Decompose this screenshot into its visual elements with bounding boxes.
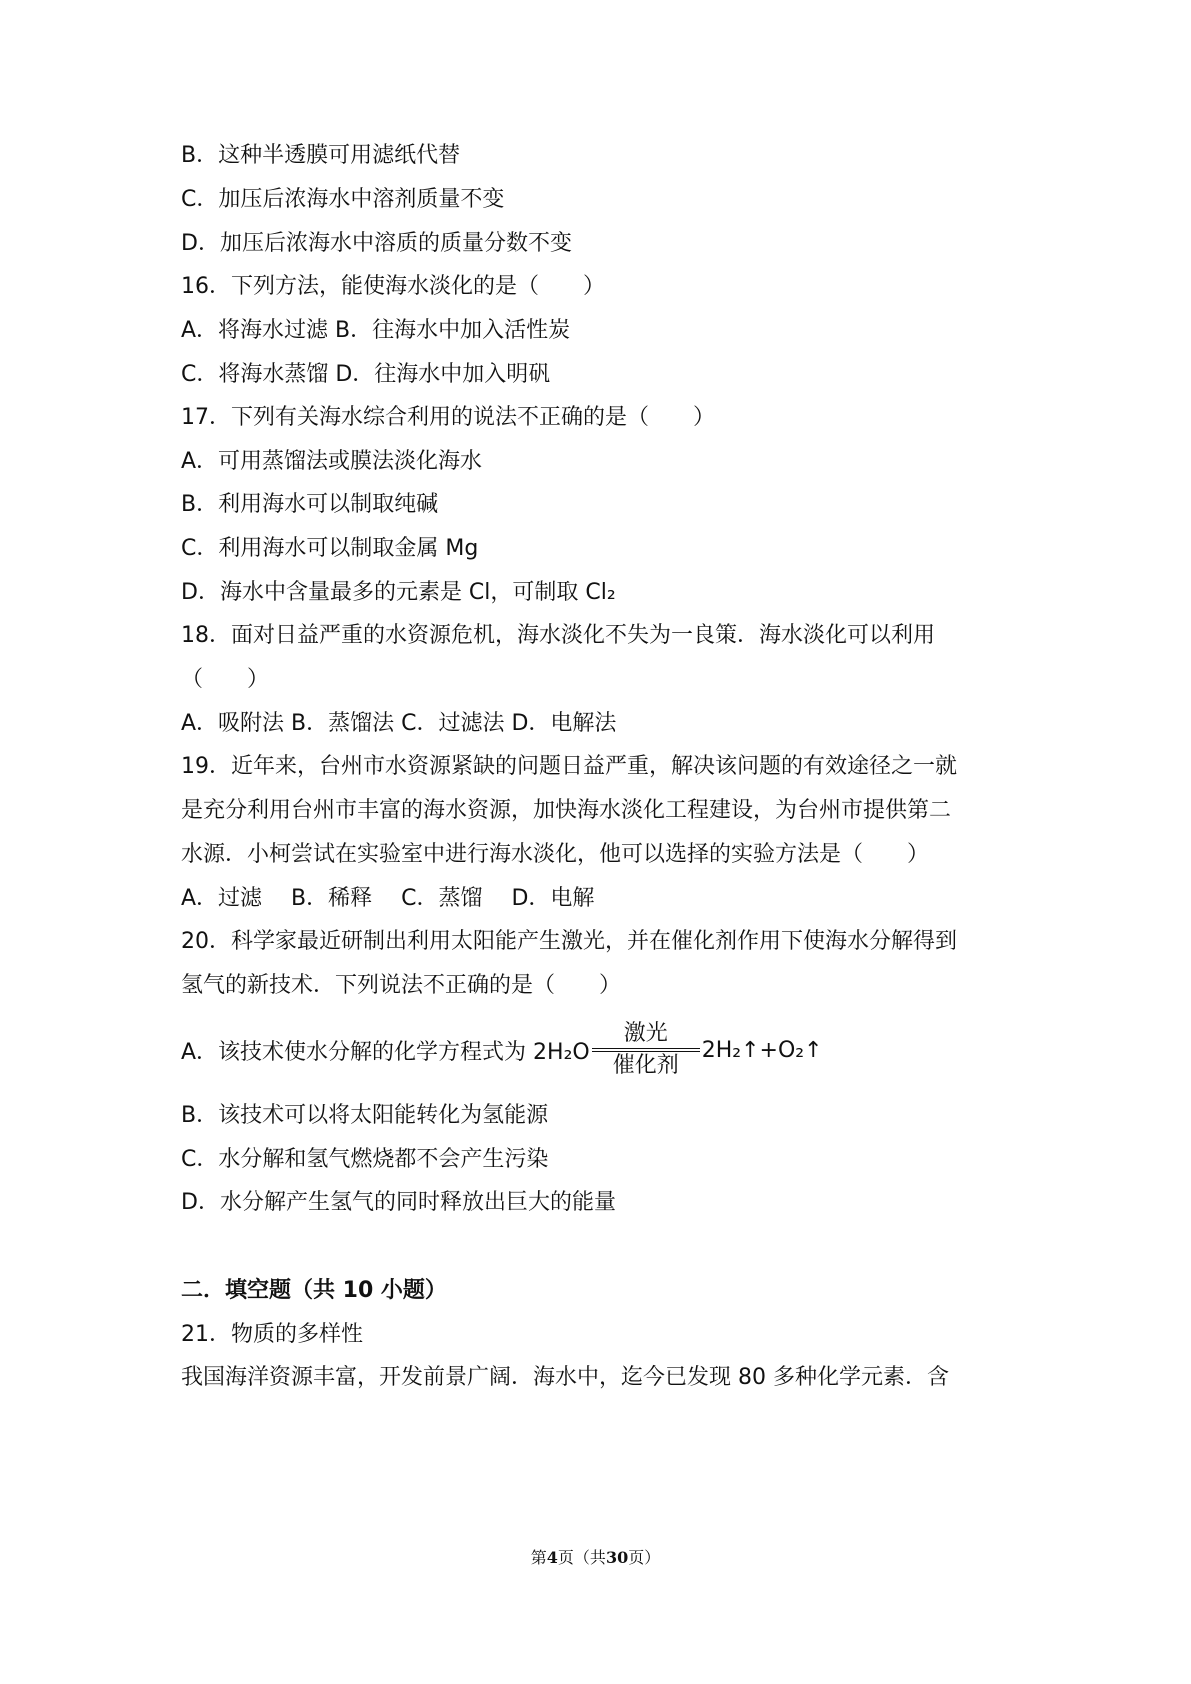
option-17c: C．利用海水可以制取金属 Mg	[181, 536, 479, 561]
reaction-condition	[592, 1020, 700, 1080]
equation-products: 2H₂↑+O₂↑	[701, 1037, 823, 1063]
condition-top: 激光	[623, 1021, 668, 1046]
section-heading: 二．填空题（共 10 小题）	[181, 1278, 447, 1303]
question-16: 16．下列方法，能使海水淡化的是（ ）	[181, 274, 605, 299]
question-19-line1: 19．近年来，台州市水资源紧缺的问题日益严重，解决该问题的有效途径之一就	[181, 754, 957, 779]
option-15c: C．加压后浓海水中溶剂质量不变	[181, 187, 505, 212]
option-20d: D．水分解产生氢气的同时释放出巨大的能量	[181, 1190, 616, 1215]
page-footer	[0, 1545, 1191, 1568]
question-20-line2: 氢气的新技术．下列说法不正确的是（ ）	[181, 973, 622, 998]
option-15b: B．这种半透膜可用滤纸代替	[181, 143, 461, 168]
option-15d: D．加压后浓海水中溶质的质量分数不变	[181, 231, 572, 256]
total-pages: 30	[605, 1548, 629, 1567]
question-21: 21．物质的多样性	[181, 1322, 363, 1347]
footer-prefix: 第	[530, 1548, 547, 1567]
question-20-line1: 20．科学家最近研制出利用太阳能产生激光，并在催化剂作用下使海水分解得到	[181, 929, 957, 954]
question-19-line2: 是充分利用台州市丰富的海水资源，加快海水淡化工程建设，为台州市提供第二	[181, 798, 952, 823]
footer-suffix: 页）	[628, 1548, 661, 1567]
options-16-ab: A．将海水过滤 B．往海水中加入活性炭	[181, 318, 571, 343]
option-20c: C．水分解和氢气燃烧都不会产生污染	[181, 1147, 549, 1172]
option-17b: B．利用海水可以制取纯碱	[181, 492, 439, 517]
options-19: A．过滤 B．稀释 C．蒸馏 D．电解	[181, 886, 595, 911]
options-16-cd: C．将海水蒸馏 D．往海水中加入明矾	[181, 362, 551, 387]
condition-bottom: 催化剂	[612, 1053, 679, 1078]
question-19-line3: 水源．小柯尝试在实验室中进行海水淡化，他可以选择的实验方法是（ ）	[181, 842, 930, 867]
options-18: A．吸附法 B．蒸馏法 C．过滤法 D．电解法	[181, 711, 617, 736]
page-number: 4	[546, 1548, 558, 1567]
footer-middle: 页（共	[557, 1548, 606, 1567]
chemical-equation	[181, 1020, 823, 1080]
option-20a	[181, 1020, 823, 1080]
question-18-blank: （ ）	[181, 667, 270, 692]
option-20b: B．该技术可以将太阳能转化为氢能源	[181, 1103, 549, 1128]
question-17: 17．下列有关海水综合利用的说法不正确的是（ ）	[181, 405, 715, 430]
question-21-text: 我国海洋资源丰富，开发前景广阔．海水中，迄今已发现 80 多种化学元素．含	[181, 1365, 949, 1390]
option-17d: D．海水中含量最多的元素是 Cl，可制取 Cl₂	[181, 580, 616, 605]
option-17a: A．可用蒸馏法或膜法淡化海水	[181, 449, 483, 474]
question-18: 18．面对日益严重的水资源危机，海水淡化不失为一良策．海水淡化可以利用	[181, 623, 935, 648]
equation-prefix: A．该技术使水分解的化学方程式为 2H₂O	[181, 1039, 590, 1065]
